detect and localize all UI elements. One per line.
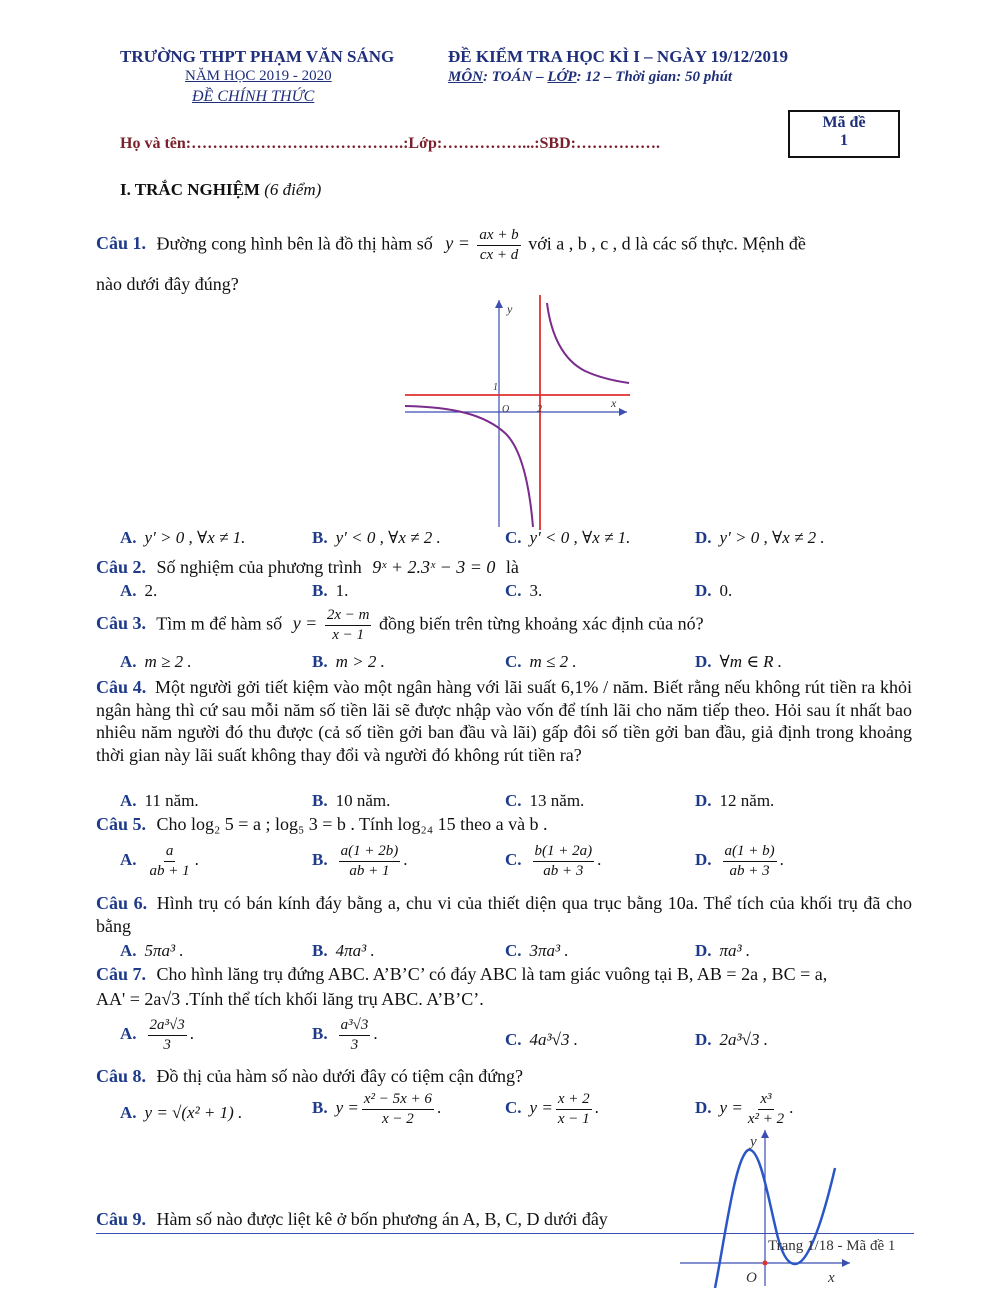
exam-code-value: 1 <box>840 132 848 149</box>
q3-fraction: $\frac{2x - m}{x - 1}$ <box>326 607 370 643</box>
question-7-cont: AA' = 2a√3 .Tính thể tích khối lăng trụ ABC. A’B’C’. <box>96 989 484 1009</box>
q5-option-b: B. $\frac{a(1 + 2b)}{ab + 1}$ . <box>312 843 408 879</box>
q1-option-a: A. y′ > 0 , ∀x ≠ 1. <box>120 528 246 547</box>
q7-option-c: C. 4a³√3 . <box>505 1030 578 1049</box>
q1-tick-x: 2 <box>537 404 542 415</box>
exam-subject: MÔN: TOÁN – LỚP: 12 – Thời gian: 50 phút <box>448 69 733 85</box>
question-6: Câu 6. Hình trụ có bán kính đáy bằng a, chu vi của thiết diện qua trục bằng 10a. Thể tích của khối trụ đã cho bằng <box>96 893 913 936</box>
q9-y-label: y <box>750 1134 757 1150</box>
question-7: Câu 7. Cho hình lăng trụ đứng ABC. A’B’C’ có đáy ABC là tam giác vuông tại B, AB = 2a , BC = a, <box>96 964 828 984</box>
q8-option-c: C. y = $\frac{x + 2}{x - 1}$ . <box>505 1091 599 1127</box>
q6-option-a: A. 5πa³ . <box>120 941 184 960</box>
q3-option-d: D. ∀m ∈ R . <box>695 652 783 671</box>
q6-option-b: B. 4πa³ . <box>312 941 375 960</box>
q1-hyperbola-graph <box>405 295 630 530</box>
q6-option-d: D. πa³ . <box>695 941 751 960</box>
school-year: NĂM HỌC 2019 - 2020 <box>185 68 332 84</box>
q4-option-c: C. 13 năm. <box>505 791 585 810</box>
q1-curve-left <box>405 406 533 527</box>
q1-fraction: $\frac{ax + b}{cx + d}$ <box>479 227 519 263</box>
page-footer: Trang 1/18 - Mã đề 1 <box>768 1238 896 1254</box>
question-2: Câu 2. Số nghiệm của phương trình 9ˣ + 2.3ˣ − 3 = 0 là <box>96 557 519 577</box>
q4-option-d: D. 12 năm. <box>695 791 775 810</box>
q5-option-d: D. $\frac{a(1 + b)}{ab + 3}$ . <box>695 843 784 879</box>
q5-option-a: A. $\frac{a}{ab + 1}$ . <box>120 843 199 879</box>
q8-option-b: B. y = $\frac{\text{x² − 5x + 6}}{x - 2}$ . <box>312 1091 442 1127</box>
q8-option-d: D. y = $\frac{\text{x³}}{\text{x² + 2}}$ . <box>695 1091 794 1127</box>
question-1-cont: nào dưới đây đúng? <box>96 274 239 294</box>
q4-option-b: B. 10 năm. <box>312 791 391 810</box>
q8-option-a: A. y = √(x² + 1) . <box>120 1103 243 1122</box>
q6-option-c: C. 3πa³ . <box>505 941 569 960</box>
q7-option-b: B. $\frac{\text{a³√3}}{3}$ . <box>312 1017 378 1053</box>
q9-y-arrow <box>761 1130 769 1138</box>
q7-option-a: A. $\frac{\text{2a³√3}}{3}$ . <box>120 1017 195 1053</box>
q9-curve <box>715 1150 835 1288</box>
q9-origin-label: O <box>746 1270 757 1286</box>
q1-x-label: x <box>611 396 617 410</box>
section-title: I. TRẮC NGHIỆM (6 điểm) <box>120 180 322 199</box>
q5-option-c: C. $\frac{b(1 + 2a)}{ab + 3}$ . <box>505 843 602 879</box>
exam-title: ĐỀ KIỂM TRA HỌC KÌ I – NGÀY 19/12/2019 <box>448 47 789 66</box>
q1-y-label: y <box>507 302 513 316</box>
exam-code-box <box>788 110 900 158</box>
official-label: ĐỀ CHÍNH THỨC <box>192 88 315 105</box>
exam-code-label: Mã đề <box>822 114 866 131</box>
question-3: Câu 3. Tìm m để hàm số y = $\frac{2x - m}{x - 1}$ đồng biến trên từng khoảng xác định của nó? <box>96 607 704 643</box>
q9-origin-point <box>763 1261 768 1266</box>
q1-option-c: C. y′ < 0 , ∀x ≠ 1. <box>505 528 631 547</box>
question-9: Câu 9. Hàm số nào được liệt kê ở bốn phương án A, B, C, D dưới đây <box>96 1209 608 1229</box>
q9-cubic-graph <box>680 1128 860 1288</box>
q3-option-b: B. m > 2 . <box>312 652 385 671</box>
q1-origin: O <box>502 404 510 415</box>
q1-x-arrow <box>619 408 627 416</box>
q1-y-arrow <box>495 300 503 308</box>
q2-option-d: D. 0. <box>695 581 733 600</box>
question-4: Câu 4. Một người gởi tiết kiệm vào một ngân hàng với lãi suất 6,1% / năm. Biết rằng nếu không rút tiền ra khỏi ngân hàng thì cứ sau mỗi năm số tiền lãi sẽ được nhập vào vốn để tính lãi cho năm tiếp theo. Hỏi sau ít nhất bao nhiêu năm người đó thu được (cả số tiền gởi ban đầu và lãi) gấp đôi số tiền gởi ban đầu, giả định trong khoảng thời gian này lãi suất không thay đổi và người đó không rút tiền ra? <box>96 677 913 765</box>
student-info-line: Họ và tên:………………………………….:Lớp:……………...:SBD:……………. <box>120 135 660 152</box>
question-5: Câu 5. Cho log₂ 5 = a ; log₅ 3 = b . Tính log₂₄ 15 theo a và b . <box>96 814 548 834</box>
q2-option-c: C. 3. <box>505 581 543 600</box>
q1-option-b: B. y′ < 0 , ∀x ≠ 2 . <box>312 528 441 547</box>
question-8: Câu 8. Đồ thị của hàm số nào dưới đây có tiệm cận đứng? <box>96 1066 523 1086</box>
q2-option-b: B. 1. <box>312 581 349 600</box>
q3-option-c: C. m ≤ 2 . <box>505 652 577 671</box>
q1-curve-right <box>547 303 629 383</box>
school-name: TRƯỜNG THPT PHẠM VĂN SÁNG <box>120 47 395 66</box>
q4-option-a: A. 11 năm. <box>120 791 199 810</box>
q9-x-label: x <box>828 1270 835 1286</box>
q9-x-arrow <box>842 1259 850 1267</box>
q2-option-a: A. 2. <box>120 581 158 600</box>
question-1: Câu 1. Đường cong hình bên là đồ thị hàm số y = $\frac{ax + b}{cx + d}$ với a , b , c , d là các số thực. Mệnh đề <box>96 227 806 263</box>
footer-rule <box>96 1233 914 1234</box>
q1-option-d: D. y′ > 0 , ∀x ≠ 2 . <box>695 528 825 547</box>
q1-tick-y: 1 <box>493 382 498 393</box>
q3-option-a: A. m ≥ 2 . <box>120 652 192 671</box>
q7-option-d: D. 2a³√3 . <box>695 1030 768 1049</box>
